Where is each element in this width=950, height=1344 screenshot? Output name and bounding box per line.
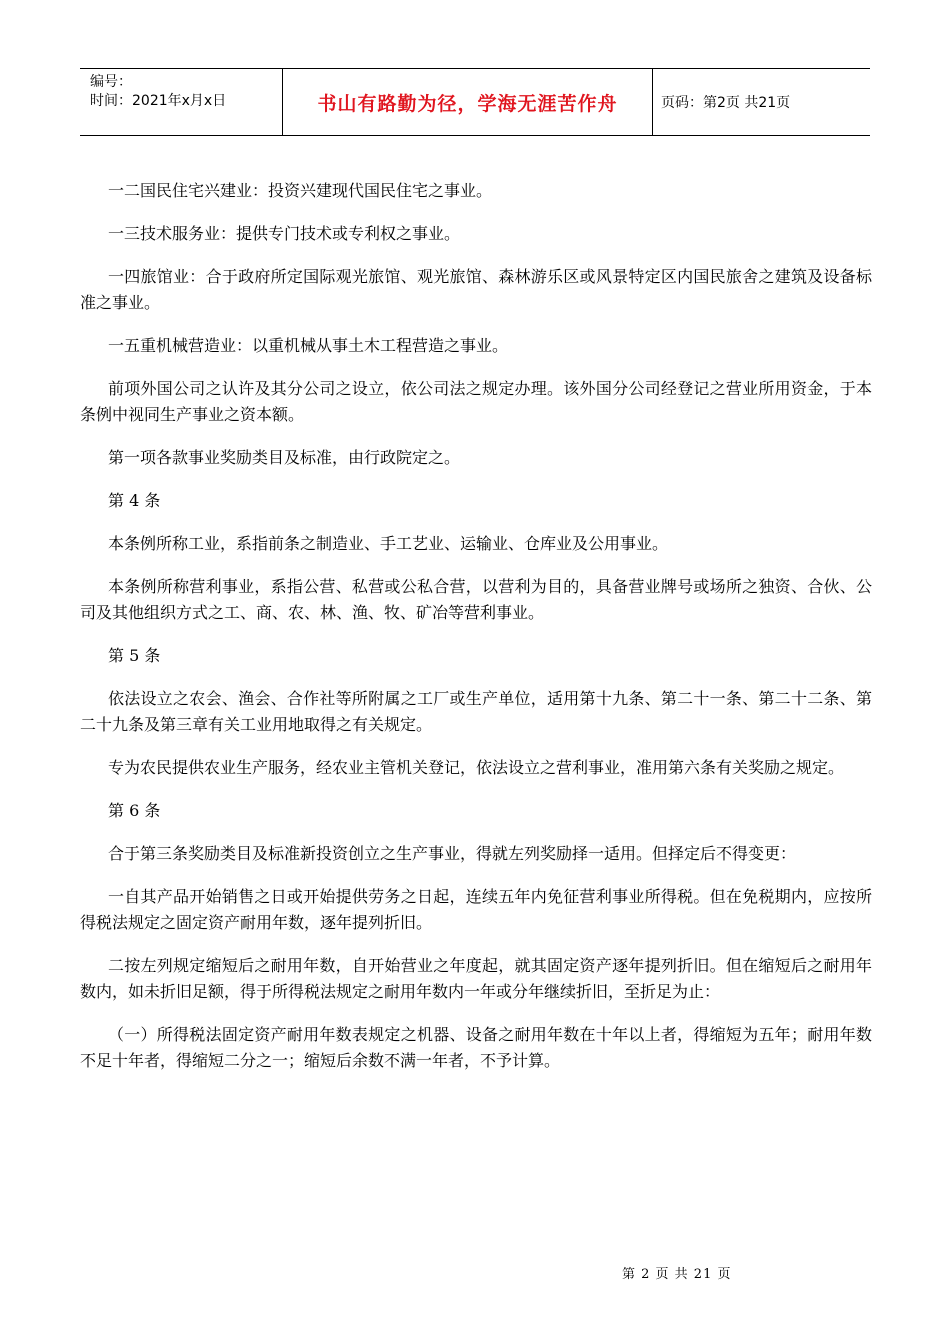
header-meta — [80, 69, 283, 135]
paragraph: 一四旅馆业：合于政府所定国际观光旅馆、观光旅馆、森林游乐区或风景特定区内国民旅舍之建筑及设备标准之事业。 — [80, 267, 872, 312]
header-motto: 书山有路勤为径，学海无涯苦作舟 — [283, 69, 653, 135]
paragraph: 前项外国公司之认许及其分公司之设立，依公司法之规定办理。该外国分公司经登记之营业所用资金，于本条例中视同生产事业之资本额。 — [80, 379, 872, 424]
article-heading: 第 6 条 — [108, 801, 161, 820]
paragraph: （一）所得税法固定资产耐用年数表规定之机器、设备之耐用年数在十年以上者，得缩短为五年；耐用年数不足十年者，得缩短二分之一；缩短后余数不满一年者，不予计算。 — [80, 1025, 872, 1070]
paragraph: 一二国民住宅兴建业：投资兴建现代国民住宅之事业。 — [108, 181, 493, 200]
paragraph: 一三技术服务业：提供专门技术或专利权之事业。 — [108, 224, 461, 243]
paragraph: 本条例所称工业，系指前条之制造业、手工艺业、运输业、仓库业及公用事业。 — [108, 534, 669, 553]
paragraph: 专为农民提供农业生产服务，经农业主管机关登记，依法设立之营利事业，准用第六条有关奖励之规定。 — [108, 758, 845, 777]
header-page-info: 页码：第2页 共21页 — [661, 95, 791, 111]
paragraph: 一五重机械营造业：以重机械从事土木工程营造之事业。 — [108, 336, 509, 355]
paragraph: 第一项各款事业奖励类目及标准，由行政院定之。 — [108, 448, 461, 467]
document-number: 编号： — [90, 74, 132, 90]
article-heading: 第 5 条 — [108, 646, 161, 665]
page-footer: 第 2 页 共 21 页 — [622, 1267, 732, 1282]
paragraph: 一自其产品开始销售之日或开始提供劳务之日起，连续五年内免征营利事业所得税。但在免税期内，应按所得税法规定之固定资产耐用年数，逐年提列折旧。 — [80, 887, 872, 932]
paragraph: 合于第三条奖励类目及标准新投资创立之生产事业，得就左列奖励择一适用。但择定后不得变更： — [108, 844, 797, 863]
paragraph: 依法设立之农会、渔会、合作社等所附属之工厂或生产单位，适用第十九条、第二十一条、第二十二条、第二十九条及第三章有关工业用地取得之有关规定。 — [80, 689, 872, 734]
paragraph: 二按左列规定缩短后之耐用年数，自开始营业之年度起，就其固定资产逐年提列折旧。但在缩短后之耐用年数内，如未折旧足额，得于所得税法规定之耐用年数内一年或分年继续折旧，至折足为止： — [80, 956, 872, 1001]
document-body — [80, 178, 872, 1091]
page-header — [80, 68, 870, 136]
document-time: 时间：2021年x月x日 — [90, 93, 227, 109]
paragraph: 本条例所称营利事业，系指公营、私营或公私合营，以营利为目的，具备营业牌号或场所之独资、合伙、公司及其他组织方式之工、商、农、林、渔、牧、矿冶等营利事业。 — [80, 577, 872, 622]
article-heading: 第 4 条 — [108, 491, 161, 510]
